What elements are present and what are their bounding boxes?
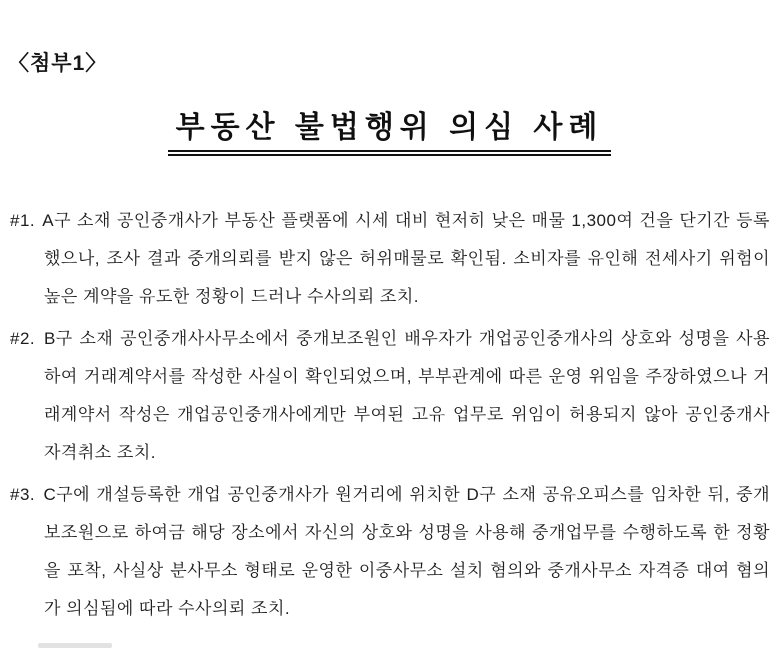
- title-container: [0, 102, 779, 156]
- case-1-text: A구 소재 공인중개사가 부동산 플랫폼에 시세 대비 현저히 낮은 매물 1,300여 건을 단기간 등록했으나, 조사 결과 중개의뢰를 받지 않은 허위매물로 확인됨. 소비자를 유인해 전세사기 위험이 높은 계약을 유도한 정황이 드러나 수사의뢰 조치.: [42, 211, 770, 306]
- case-paragraph-3: [10, 476, 770, 628]
- case-paragraph-1: [10, 202, 770, 316]
- page-title: 부동산 불법행위 의심 사례: [168, 102, 612, 156]
- case-list: [10, 202, 770, 628]
- document-page: [0, 47, 779, 665]
- case-2-text: B구 소재 공인중개사사무소에서 중개보조원인 배우자가 개업공인중개사의 상호와 성명을 사용하여 거래계약서를 작성한 사실이 확인되었으며, 부부관계에 따른 운영 위임을 주장하였으나 거래계약서 작성은 개업공인중개사에게만 부여된 고유 업무로 위임이 허용되지 않아 공인중개사 자격취소 조치.: [43, 329, 770, 462]
- attachment-label: 〈첨부1〉: [8, 52, 108, 75]
- case-paragraph-2: [10, 320, 770, 472]
- case-2-marker: #2.: [10, 329, 36, 348]
- scan-smudge-artifact: [38, 643, 112, 648]
- case-3-text: C구에 개설등록한 개업 공인중개사가 원거리에 위치한 D구 소재 공유오피스를 임차한 뒤, 중개보조원으로 하여금 해당 장소에서 자신의 상호와 성명을 사용해 중개업무를 수행하도록 한 정황을 포착, 사실상 분사무소 형태로 운영한 이중사무소 설치 혐의와 중개사무소 자격증 대여 혐의가 의심됨에 따라 수사의뢰 조치.: [43, 485, 770, 618]
- case-3-marker: #3.: [10, 485, 36, 504]
- case-1-marker: #1.: [10, 211, 36, 230]
